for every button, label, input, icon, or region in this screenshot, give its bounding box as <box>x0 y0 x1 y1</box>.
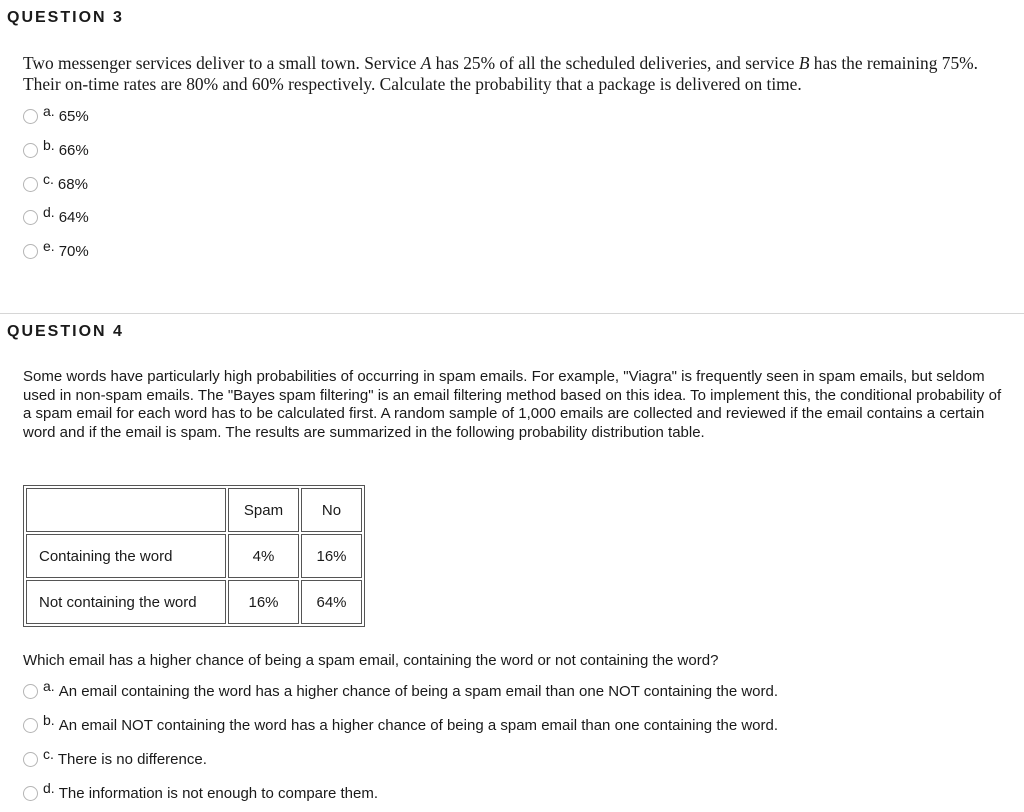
q3-option-e[interactable] <box>23 239 89 263</box>
q4-option-c[interactable] <box>23 747 207 771</box>
row-header: Not containing the word <box>26 580 226 624</box>
radio-button[interactable] <box>23 718 38 733</box>
table-row <box>26 580 362 624</box>
service-a-label: A <box>420 53 432 73</box>
option-text: 66% <box>58 141 89 159</box>
q3-option-a[interactable] <box>23 104 89 128</box>
radio-button[interactable] <box>23 752 38 767</box>
option-text: The information is not enough to compare them. <box>58 784 379 802</box>
option-text: 70% <box>58 242 89 260</box>
option-letter: b. <box>43 712 55 728</box>
table-cell: 64% <box>301 580 362 624</box>
question-3-text <box>23 53 1013 95</box>
option-letter: c. <box>43 746 54 762</box>
q4-option-d[interactable] <box>23 781 378 805</box>
question-4-header: QUESTION 4 <box>7 323 124 340</box>
table-cell: 4% <box>228 534 299 578</box>
question-4-text: Some words have particularly high probabilities of occurring in spam emails. For example, "Viagra" is frequently seen in spam emails, but seldom used in non-spam emails. The "Bayes spam filtering" is an email filtering method based on this idea. To implement this, the conditional probability of a spam email for each word has to be calculated first. A random sample of 1,000 emails are collected and reviewed if the email contains a certain word and if the email is spam. The results are summarized in the following probability distribution table. <box>23 368 1002 441</box>
radio-button[interactable] <box>23 177 38 192</box>
q3-option-d[interactable] <box>23 205 89 229</box>
column-header-no: No <box>301 488 362 532</box>
radio-button[interactable] <box>23 786 38 801</box>
option-text: 64% <box>58 208 89 226</box>
question-4-prompt: Which email has a higher chance of being a spam email, containing the word or not containing the word? <box>23 652 719 669</box>
q3-option-c[interactable] <box>23 172 88 196</box>
option-letter: e. <box>43 238 55 254</box>
option-letter: d. <box>43 204 55 220</box>
q3-option-b[interactable] <box>23 138 89 162</box>
option-letter: a. <box>43 103 55 119</box>
option-letter: a. <box>43 678 55 694</box>
radio-button[interactable] <box>23 210 38 225</box>
table-corner-cell <box>26 488 226 532</box>
table-row <box>26 534 362 578</box>
q4-option-a[interactable] <box>23 679 778 703</box>
table-cell: 16% <box>301 534 362 578</box>
radio-button[interactable] <box>23 684 38 699</box>
radio-button[interactable] <box>23 143 38 158</box>
radio-button[interactable] <box>23 244 38 259</box>
radio-button[interactable] <box>23 109 38 124</box>
row-header: Containing the word <box>26 534 226 578</box>
option-text: 68% <box>57 175 88 193</box>
option-text: An email containing the word has a higher chance of being a spam email than one NOT containing the word. <box>58 682 779 700</box>
table-cell: 16% <box>228 580 299 624</box>
column-header-spam: Spam <box>228 488 299 532</box>
q3-text-part: has 25% of all the scheduled deliveries, and service <box>431 53 799 73</box>
service-b-label: B <box>798 53 810 73</box>
question-3-header: QUESTION 3 <box>7 9 124 26</box>
option-letter: b. <box>43 137 55 153</box>
option-letter: c. <box>43 171 54 187</box>
option-letter: d. <box>43 780 55 796</box>
option-text: There is no difference. <box>57 750 207 768</box>
q3-text-part: has the remaining 75%. Their on-time rates are 80% and 60% respectively. Calculate the probability that a package is delivered on time. <box>23 53 978 94</box>
table-header-row <box>26 488 362 532</box>
probability-table <box>23 485 365 627</box>
option-text: 65% <box>58 107 89 125</box>
q3-text-part: Two messenger services deliver to a small town. Service <box>23 53 421 73</box>
q4-option-b[interactable] <box>23 713 778 737</box>
option-text: An email NOT containing the word has a higher chance of being a spam email than one containing the word. <box>58 716 779 734</box>
question-divider <box>0 313 1024 314</box>
